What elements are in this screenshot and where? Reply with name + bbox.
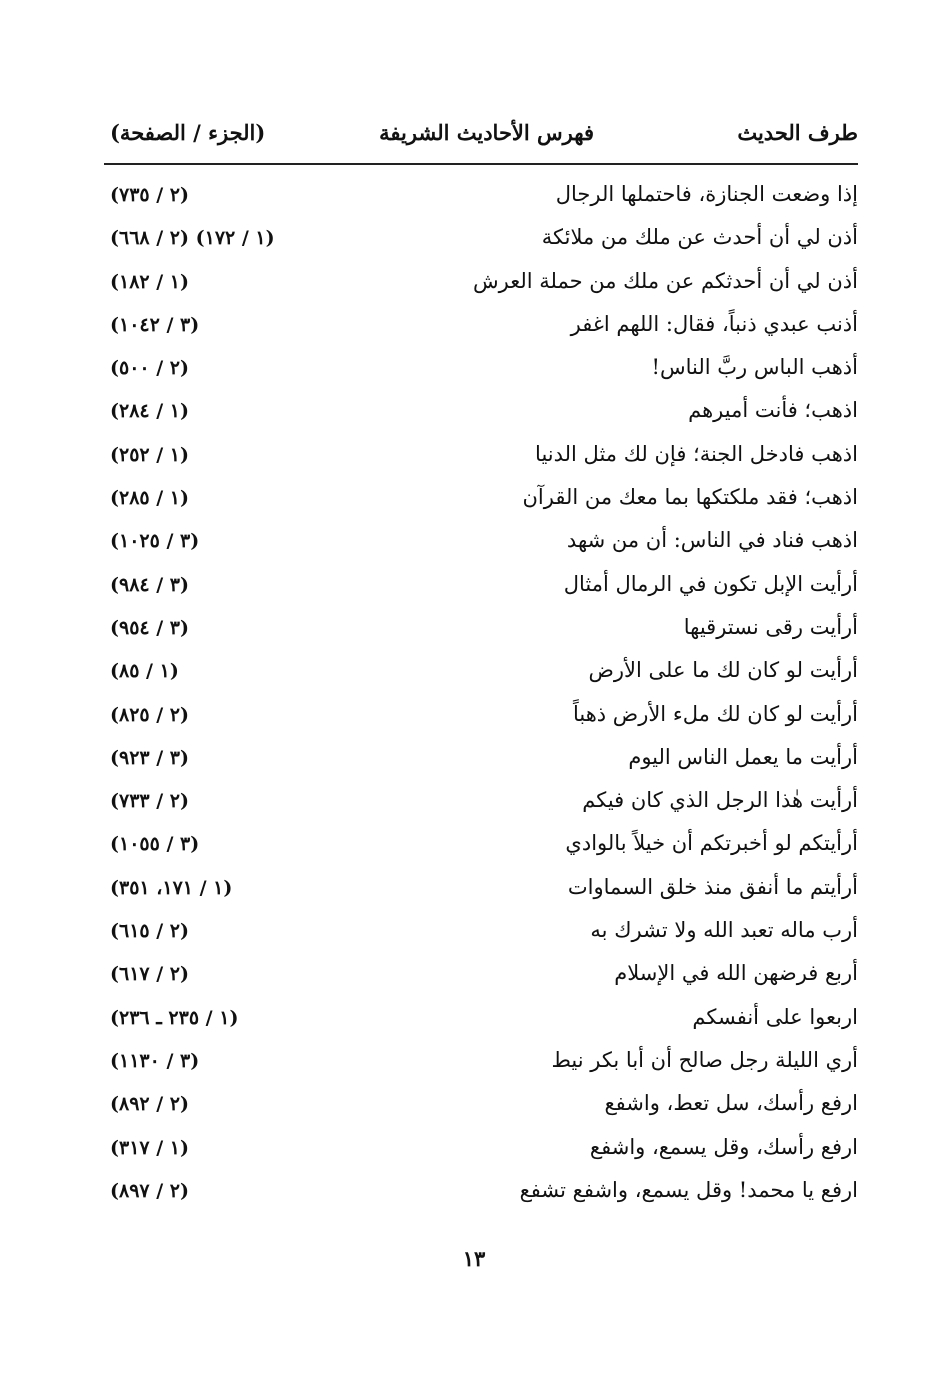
hadith-text: أرأيت لو كان لك ما على الأرض	[588, 658, 858, 683]
hadith-text: أرأيتم ما أنفق منذ خلق السماوات	[567, 874, 858, 899]
hadith-text: اذهب؛ فأنت أميرهم	[688, 398, 858, 423]
index-row	[104, 999, 858, 1042]
index-row	[104, 782, 858, 825]
volume-page-reference: (١ / ١٧١، ٣٥١)	[110, 876, 233, 899]
hadith-text: أذنب عبدي ذنباً، فقال: اللهم اغفر	[570, 311, 858, 336]
volume-page-reference: (١ / ٢٣٥ ـ ٢٣٦)	[110, 1006, 239, 1029]
hadith-text: أربع فرضهن الله في الإسلام	[614, 961, 858, 986]
index-row	[104, 176, 858, 219]
hadith-text: اذهب فناد في الناس: أن من شهد	[566, 528, 858, 553]
page-title: فهرس الأحاديث الشريفة	[379, 120, 594, 145]
index-row	[104, 566, 858, 609]
hadith-text: أرأيت لو كان لك ملء الأرض ذهباً	[572, 701, 858, 726]
index-row	[104, 349, 858, 392]
index-row	[104, 869, 858, 912]
index-row	[104, 1129, 858, 1172]
volume-page-reference: (٣ / ١٠٥٥)	[110, 833, 200, 856]
index-row	[104, 436, 858, 479]
hadith-text: أرأيتكم لو أخبرتكم أن خيلاً بالوادي	[565, 831, 858, 856]
index-row	[104, 392, 858, 435]
volume-page-reference: (٢ / ٥٠٠)	[110, 357, 190, 380]
column-header-hadith: طرف الحديث	[737, 120, 858, 145]
index-row	[104, 1042, 858, 1085]
index-row	[104, 1172, 858, 1215]
volume-page-reference: (٣ / ٩٨٤)	[110, 573, 190, 596]
volume-page-reference: (٢ / ٧٣٥)	[110, 184, 190, 206]
volume-page-reference: (٢ / ٦١٧)	[110, 963, 190, 986]
page-number: ١٣	[462, 1246, 486, 1271]
volume-page-reference: (١ / ٢٥٢)	[110, 443, 190, 466]
volume-page-reference: (٢ / ٨٢٥)	[110, 703, 190, 726]
index-row	[104, 825, 858, 868]
hadith-text: أرأيت ما يعمل الناس اليوم	[628, 744, 858, 769]
volume-page-reference: (١ / ٨٥)	[110, 660, 179, 683]
index-row	[104, 955, 858, 998]
hadith-text: أذهب الباس ربَّ الناس!	[651, 355, 858, 380]
hadith-text: اربعوا على أنفسكم	[692, 1004, 858, 1029]
volume-page-reference: (٢ / ٦١٥)	[110, 920, 190, 943]
volume-page-reference: (٣ / ١٠٢٥)	[110, 530, 200, 553]
volume-page-reference: (٢ / ٨٩٢)	[110, 1093, 190, 1116]
hadith-text: أري الليلة رجل صالح أن أبا بكر نيط	[551, 1047, 858, 1072]
index-row	[104, 609, 858, 652]
hadith-text: ارفع رأسك، سل تعط، واشفع	[604, 1091, 858, 1116]
hadith-index-list	[104, 176, 858, 1215]
volume-page-reference: (٢ / ٧٣٣)	[110, 790, 190, 813]
index-row	[104, 652, 858, 695]
index-row	[104, 479, 858, 522]
hadith-text: أرأيت الإبل تكون في الرمال أمثال	[563, 571, 858, 596]
index-row	[104, 306, 858, 349]
volume-page-reference: (٣ / ١١٣٠)	[110, 1049, 200, 1072]
volume-page-reference: (١ / ٢٨٥)	[110, 487, 190, 510]
hadith-text: اذهب فادخل الجنة؛ فإن لك مثل الدنيا	[535, 441, 858, 466]
volume-page-reference: (١ / ٢٨٤)	[110, 400, 190, 423]
index-row	[104, 912, 858, 955]
header-divider	[104, 163, 858, 165]
volume-page-reference: (١ / ١٨٢)	[110, 270, 190, 293]
volume-page-reference: (١ / ٣١٧)	[110, 1136, 190, 1159]
volume-page-reference: (٣ / ٩٢٣)	[110, 746, 190, 769]
hadith-text: أرأيت هٰذا الرجل الذي كان فيكم	[582, 788, 858, 813]
hadith-text: اذهب؛ فقد ملكتكها بما معك من القرآن	[522, 485, 858, 510]
hadith-text: أذن لي أن أحدث عن ملك من ملائكة	[541, 225, 858, 250]
hadith-text: أرأيت رقى نسترقيها	[683, 614, 858, 639]
index-row	[104, 696, 858, 739]
volume-page-reference: (٣ / ٩٥٤)	[110, 616, 190, 639]
volume-page-reference: (٣ / ١٠٤٢)	[110, 313, 200, 336]
index-row	[104, 522, 858, 565]
hadith-text: ارفع رأسك، وقل يسمع، واشفع	[589, 1134, 858, 1159]
index-row	[104, 219, 858, 262]
volume-page-reference: (١ / ١٧٢) (٢ / ٦٦٨)	[110, 227, 275, 250]
volume-page-reference: (٢ / ٨٩٧)	[110, 1179, 190, 1202]
index-row	[104, 739, 858, 782]
column-header-reference: (الجزء / الصفحة)	[110, 120, 266, 145]
page-header	[104, 116, 858, 156]
hadith-text: ارفع يا محمد! وقل يسمع، واشفع تشفع	[519, 1177, 858, 1202]
index-row	[104, 1085, 858, 1128]
hadith-text: إذا وضعت الجنازة، فاحتملها الرجال	[555, 182, 858, 206]
index-row	[104, 263, 858, 306]
hadith-text: أذن لي أن أحدثكم عن ملك من حملة العرش	[473, 268, 858, 293]
hadith-text: أرب ماله تعبد الله ولا تشرك به	[590, 918, 858, 943]
